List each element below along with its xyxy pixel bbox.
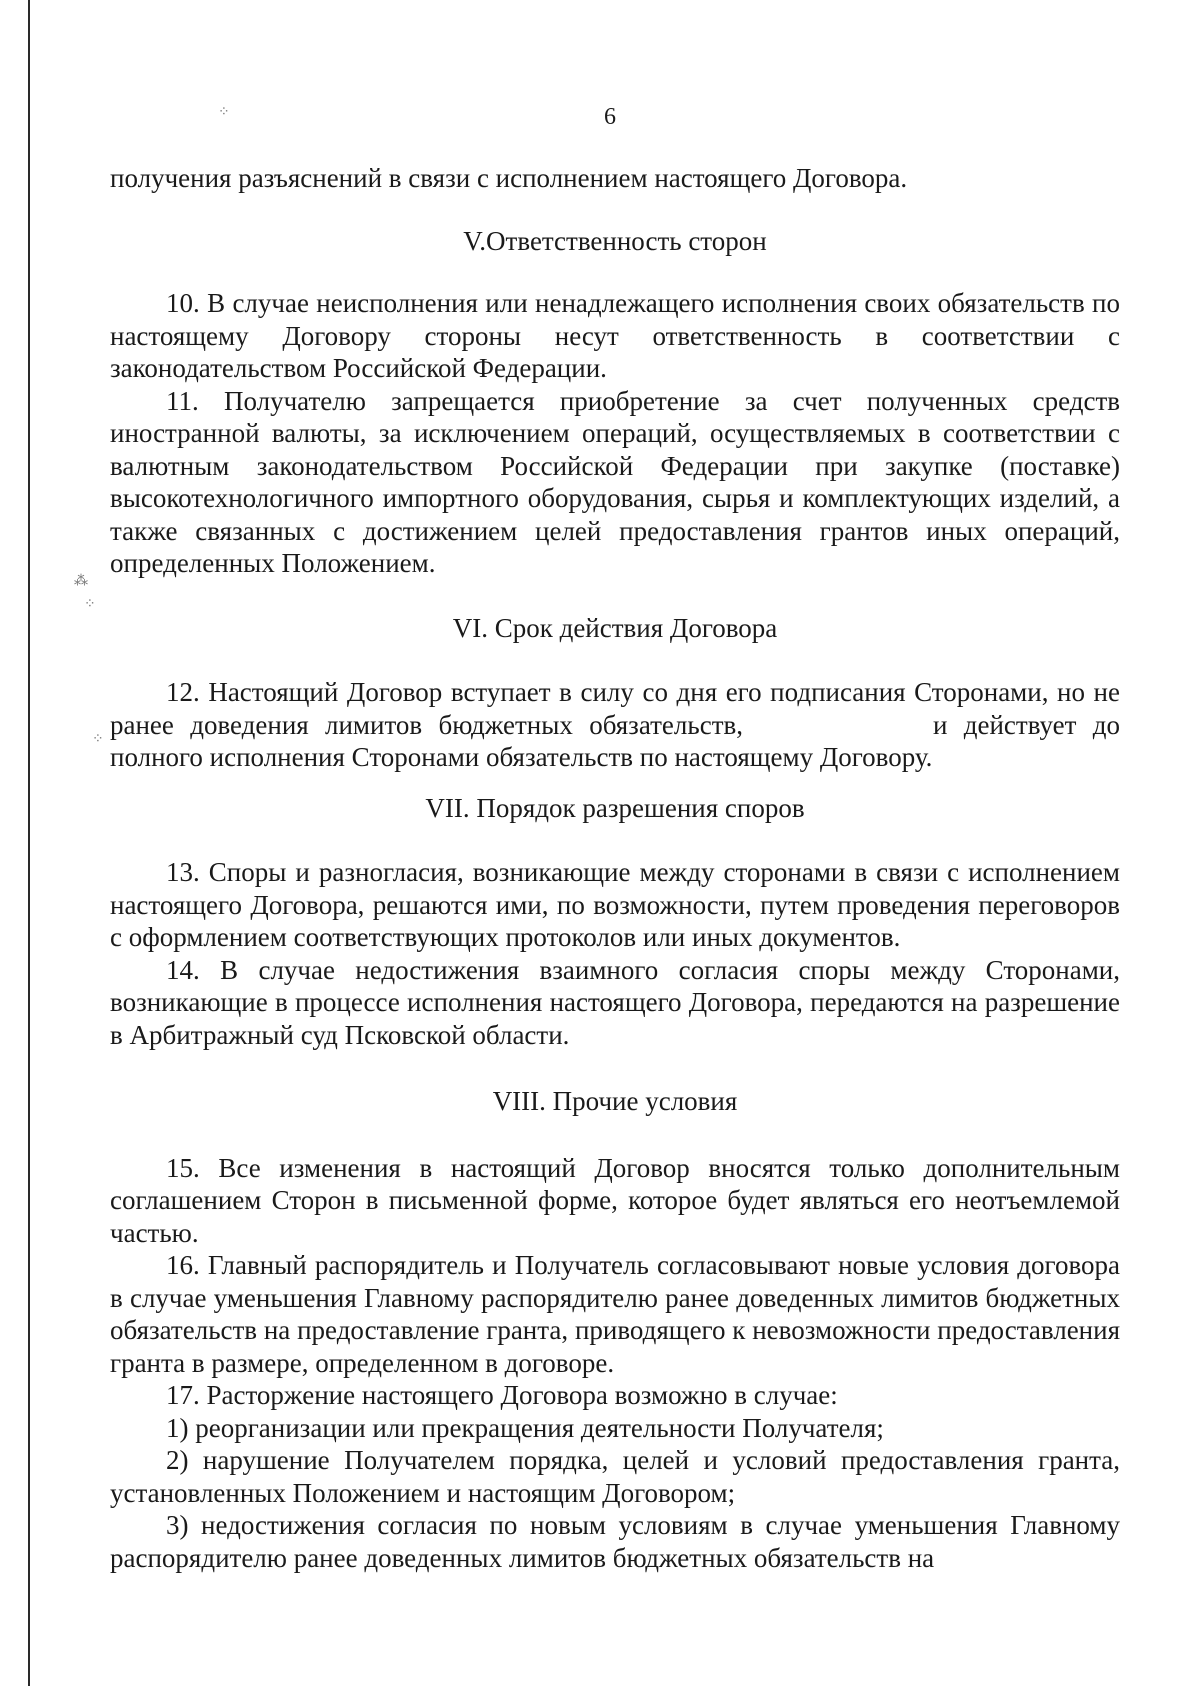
page-number: 6 [604, 104, 616, 130]
section-title-other: VIII. Прочие условия [492, 1086, 738, 1116]
section-title-term: VI. Срок действия Договора [452, 612, 778, 643]
paragraph-17-item-2: 2) нарушение Получателем порядка, целей и условий предоставления гранта, установленных Положением и настоящим Договором; [110, 1445, 1120, 1508]
paragraph-13: 13. Споры и разногласия, возникающие между сторонами в связи с исполнением настоящего Договора, решаются ими, по возможности, путем проведения переговоров с оформлением соответствующих протоколов или иных документов. [110, 857, 1120, 952]
paragraph-10: 10. В случае неисполнения или ненадлежащего исполнения своих обязательств по настоящему Договору стороны несут ответственность в соответствии с законодательством Российской Федерации. [110, 288, 1120, 383]
paragraph-12-part-a: 12. Настоящий Договор вступает в силу со дня его подписания Сторонами, но не ранее доведения лимитов бюджетных обязательств, [110, 677, 1120, 740]
scan-speck: ⁘ [84, 597, 96, 612]
paragraph-17-item-3: 3) недостижения согласия по новым условиям в случае уменьшения Главному распорядителю ранее доведенных лимитов бюджетных обязательств на [110, 1510, 1120, 1573]
paragraph-12 [110, 676, 1120, 774]
scan-speck: ⁘ [92, 732, 104, 747]
section-title-disputes: VII. Порядок разрешения споров [425, 792, 805, 823]
document-body [110, 162, 1120, 1574]
paragraph-12-part-b: и действует до полного исполнения Сторонами обязательств по настоящему Договору. [110, 709, 1120, 772]
paragraph-16: 16. Главный распорядитель и Получатель согласовывают новые условия договора в случае уменьшения Главному распорядителю ранее доведенных лимитов бюджетных обязательств на предоставление гранта, приводящего к невозможности предоставления гранта в размере, определенном в договоре. [110, 1250, 1120, 1378]
scan-speck: ⁘ [218, 105, 230, 120]
paragraph-17: 17. Расторжение настоящего Договора возможно в случае: [166, 1380, 838, 1410]
intro-paragraph: получения разъяснений в связи с исполнением настоящего Договора. [110, 163, 908, 193]
section-title-responsibility: V.Ответственность сторон [463, 225, 767, 256]
paragraph-11: 11. Получателю запрещается приобретение за счет полученных средств иностранной валюты, за исключением операций, осуществляемых в соответствии с валютным законодательством Российской Федерации при закупке (поставке) высокотехнологичного импортного оборудования, сырья и комплектующих изделий, а также связанных с достижением целей предоставления грантов иных операций, определенных Положением. [110, 385, 1120, 578]
paragraph-14: 14. В случае недостижения взаимного согласия споры между Сторонами, возникающие в процессе исполнения настоящего Договора, передаются на разрешение в Арбитражный суд Псковской области. [110, 954, 1120, 1050]
binding-line [28, 0, 30, 1686]
scan-speck: ⁂ [74, 574, 88, 589]
paragraph-15: 15. Все изменения в настоящий Договор вносятся только дополнительным соглашением Сторон в письменной форме, которое будет являться его неотъемлемой частью. [110, 1152, 1120, 1248]
paragraph-17-item-1: 1) реорганизации или прекращения деятельности Получателя; [166, 1412, 884, 1443]
